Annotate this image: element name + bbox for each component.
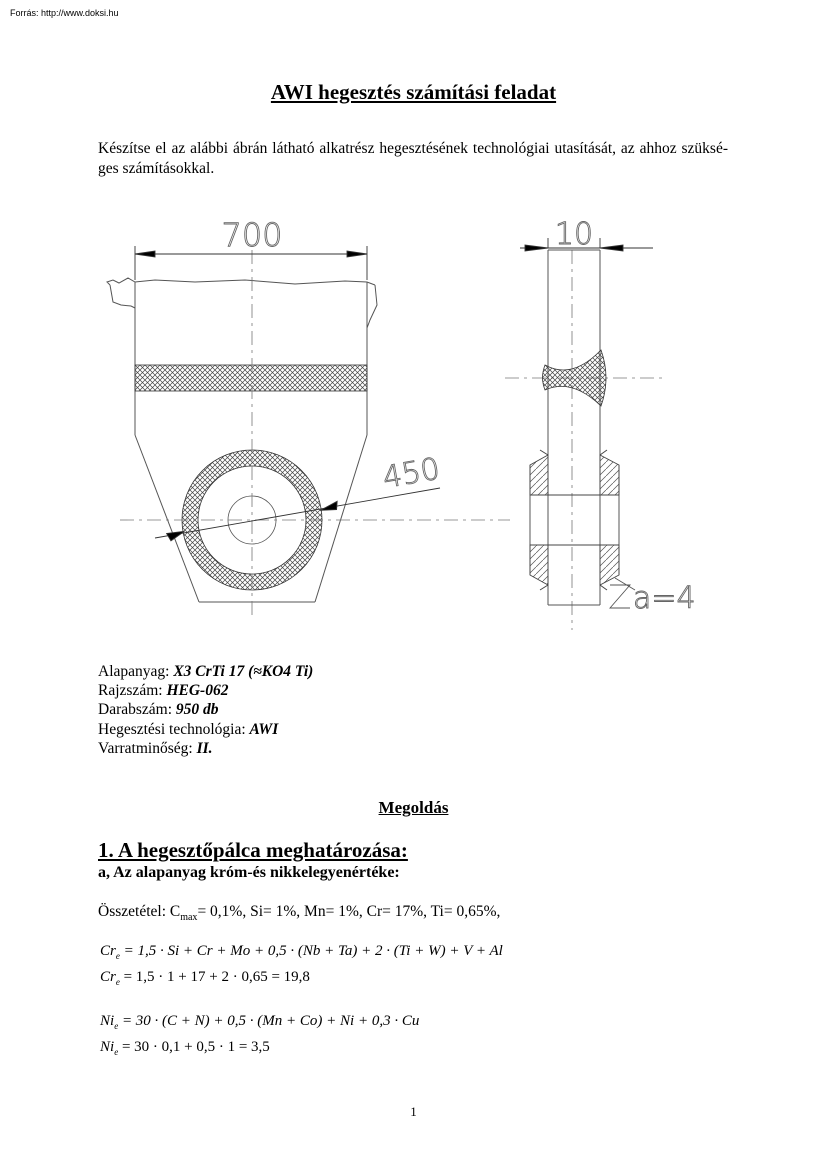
- composition-line: Összetétel: $C_{max}= 0,1\%$, Si= 1%, Mn= 1%, Cr= 17%, Ti= 0,65%,: [98, 903, 501, 924]
- side-view: [548, 250, 600, 605]
- spec-drawing-number: Rajzszám: HEG-062: [98, 682, 229, 700]
- equation-ni-value: $Ni_e = 30 \cdot 0,1 + 0,5 \cdot 1 = 3,5$: [100, 1039, 270, 1057]
- dimension-thickness: 10: [554, 217, 594, 252]
- equation-ni-formula: $Ni_e = 30 \cdot (C + N) + 0,5 \cdot (Mn + Co) + Ni + 0,3 \cdot Cu$: [100, 1013, 420, 1031]
- spec-technology: Hegesztési technológia: AWI: [98, 720, 279, 738]
- dimension-diameter: 450: [380, 451, 443, 496]
- specification-list: [98, 662, 313, 758]
- weld-seam-side: [543, 350, 607, 406]
- equation-cr-formula: $Cr_e = 1,5 \cdot Si + Cr + Mo + 0,5 \cdot (Nb + Ta) + 2 \cdot (Ti + W) + V + Al$: [100, 943, 503, 961]
- task-description: Készítse el az alábbi ábrán látható alkatrész hegesztésének technológiai utasítását, az ahhoz szüksé-ges számításokkal.: [98, 140, 728, 177]
- section-heading: 1. A hegesztőpálca meghatározása:: [98, 838, 408, 862]
- weld-seam-horizontal: [135, 365, 367, 391]
- page-title: AWI hegesztés számítási feladat: [270, 80, 557, 104]
- source-link: Forrás: http://www.doksi.hu: [10, 8, 119, 18]
- spec-quantity: Darabszám: 950 db: [98, 701, 219, 719]
- solution-heading: Megoldás: [378, 798, 449, 817]
- front-view: [107, 278, 377, 602]
- equation-cr-value: $Cr_e = 1,5 \cdot 1 + 17 + 2 \cdot 0,65 = 19,8$: [100, 969, 310, 987]
- weld-symbol: a=4: [633, 581, 696, 616]
- dimension-width: 700: [221, 216, 283, 254]
- subsection-heading: a, Az alapanyag króm-és nikkelegyenértéke:: [98, 864, 400, 881]
- spec-material: Alapanyag: X3 CrTi 17 (≈KO4 Ti): [98, 663, 314, 680]
- technical-drawing: [95, 210, 735, 635]
- spec-weld-quality: Varratminőség: II.: [98, 739, 213, 757]
- page-number: 1: [410, 1104, 417, 1119]
